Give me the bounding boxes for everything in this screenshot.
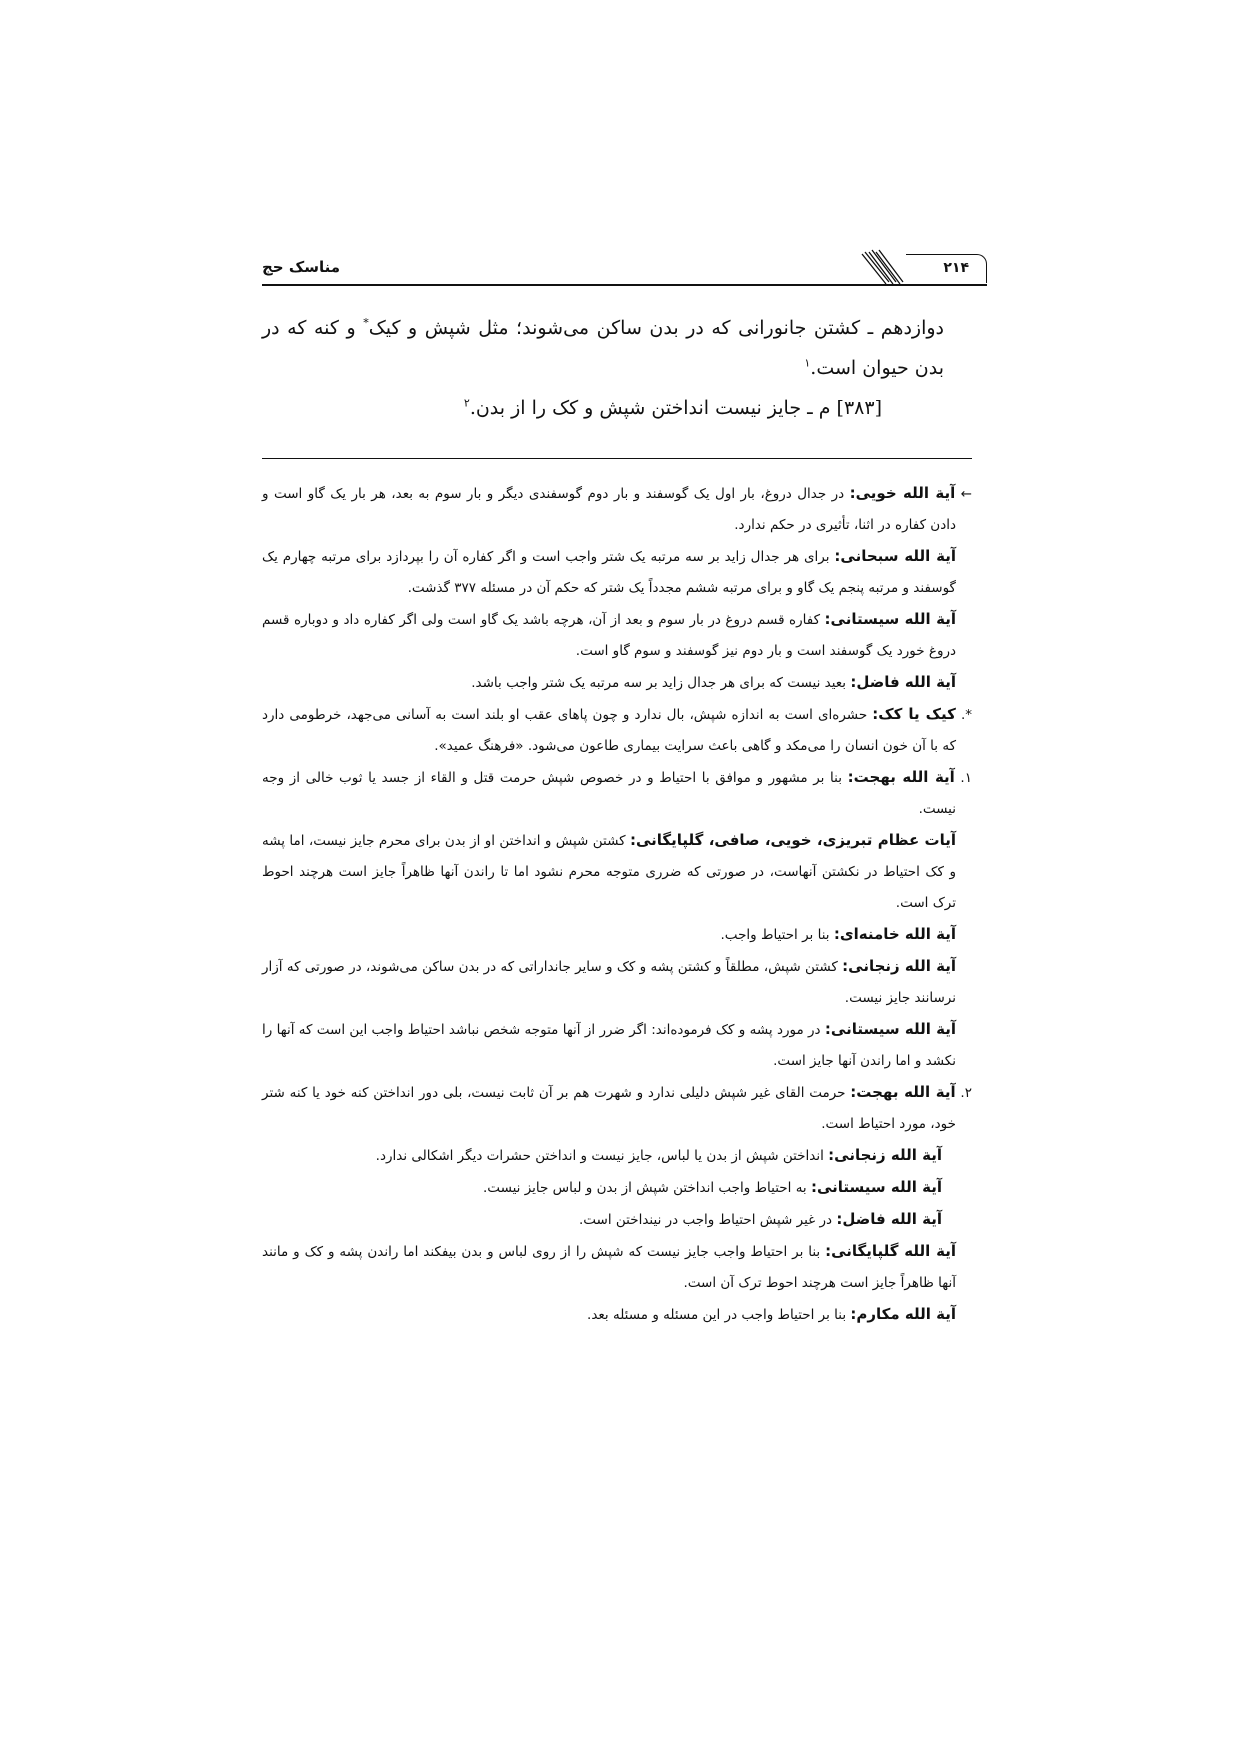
rule-twelve-paragraph	[262, 308, 972, 388]
footnote-item	[262, 1172, 972, 1204]
main-text	[262, 308, 972, 428]
footnote-text: انداختن شپش از بدن یا لباس، جایز نیست و انداختن حشرات دیگر اشکالی ندارد.	[375, 1148, 829, 1164]
header-rule	[262, 284, 987, 286]
footnote-marker[interactable]: ۲	[463, 396, 470, 410]
authority-label: آیة الله فاضل:	[836, 1210, 942, 1228]
footnote-item	[262, 699, 972, 762]
footnote-item	[262, 541, 972, 604]
authority-label: آیة الله گلپایگانی:	[825, 1242, 956, 1260]
footnote-item	[262, 667, 972, 699]
footnote-text: در مورد پشه و کک فرموده‌اند: اگر ضرر از آنها متوجه شخص نباشد احتیاط واجب این است که آنها را نکشد و اما راندن آنها جایز است.	[262, 1022, 956, 1069]
authority-label: آیة الله سیستانی:	[824, 610, 956, 628]
footnote-item	[262, 762, 972, 825]
page-header	[262, 248, 987, 288]
footnote-item	[262, 1140, 972, 1172]
footnote-item	[262, 1299, 972, 1331]
authority-label: آیة الله زنجانی:	[842, 957, 957, 975]
paragraph-text: و کنه که در بدن حیوان است.	[262, 317, 944, 379]
authority-label: آیة الله خامنه‌ای:	[833, 925, 956, 943]
footnote-text: کفاره قسم دروغ در بار سوم و بعد از آن، هرچه باشد یک گاو است ولی اگر کفاره داد و دوباره قسم دروغ خورد یک گوسفند است و بار دوم نیز گوسفند و سوم گاو است.	[262, 612, 956, 659]
paragraph-text: دوازدهم ـ کشتن جانورانی که در بدن ساکن می‌شوند؛ مثل شپش و کیک	[368, 317, 944, 339]
footnote-number: *.	[955, 707, 972, 723]
footnote-marker[interactable]: *	[363, 316, 369, 330]
footnote-text: حشره‌ای است به اندازه شپش، بال ندارد و چون پاهای عقب او بلند است به آسانی می‌جهد، خرطومی دارد که با آن خون انسان را می‌مکد و گاهی باعث سرایت بیماری طاعون می‌شود. «فرهنگ عمید».	[262, 707, 956, 754]
paragraph-text: [۳۸۳] م ـ جایز نیست انداختن شپش و کک را از بدن.	[469, 397, 882, 419]
issue-383-paragraph	[262, 388, 972, 428]
footnote-text: به احتیاط واجب انداختن شپش از بدن و لباس جایز نیست.	[483, 1180, 811, 1196]
footnote-text: بنا بر احتیاط واجب جایز نیست که شپش را از روی لباس و بدن بیفکند اما راندن پشه و کک و مانند آنها ظاهراً جایز است هرچند احوط ترک آن است.	[262, 1244, 956, 1291]
footnote-number: ۱.	[954, 770, 972, 786]
footnote-item	[262, 1236, 972, 1299]
footnote-text: در غیر شپش احتیاط واجب در نینداختن است.	[579, 1212, 837, 1228]
footnote-marker[interactable]: ۱	[804, 356, 811, 370]
footnote-item	[262, 1204, 972, 1236]
authority-label: آیة الله خویی:	[849, 484, 956, 502]
footnote-item	[262, 604, 972, 667]
decorative-stripes-icon	[859, 248, 909, 286]
footnote-number: ←	[955, 486, 972, 502]
footnote-text: حرمت القای غیر شپش دلیلی ندارد و شهرت هم بر آن ثابت نیست، بلی دور انداختن کنه خود یا کنه شتر خود، مورد احتیاط است.	[262, 1085, 956, 1132]
footnote-item	[262, 1014, 972, 1077]
running-title: مناسک حج	[262, 258, 340, 276]
footnote-separator	[262, 458, 972, 459]
footnote-item	[262, 825, 972, 919]
footnotes	[262, 478, 972, 1331]
footnote-item	[262, 478, 972, 541]
authority-label: آیة الله بهجت:	[850, 1083, 956, 1101]
footnote-text: کشتن شپش، مطلقاً و کشتن پشه و کک و سایر جانداراتی که در بدن ساکن می‌شوند، در صورتی که آزار نرسانند جایز نیست.	[262, 959, 956, 1006]
footnote-text: کشتن شپش و انداختن او از بدن برای محرم جایز نیست، اما پشه و کک احتیاط در نکشتن آنهاست، در صورتی که ضرری متوجه محرم نشود اما تا راندن آنها ظاهراً جایز است هرچند احوط ترک است.	[262, 833, 956, 911]
footnote-text: بنا بر احتیاط واجب در این مسئله و مسئله بعد.	[587, 1307, 851, 1323]
footnote-number: ۲.	[955, 1085, 972, 1101]
authority-label: آیة الله مکارم:	[850, 1305, 956, 1323]
authority-label: آیة الله فاضل:	[850, 673, 956, 691]
page-number: ۲۱۴	[943, 260, 969, 276]
footnote-text: بنا بر احتیاط واجب.	[720, 927, 834, 943]
authority-label: کیک یا کک:	[872, 705, 956, 723]
authority-label: آیة الله سبحانی:	[834, 547, 957, 565]
footnote-item	[262, 1077, 972, 1140]
authority-label: آیة الله بهجت:	[847, 768, 955, 786]
footnote-text: در جدال دروغ، بار اول یک گوسفند و بار دوم گوسفندی دیگر و بار سوم به بعد، هر بار یک گاو است و دادن کفاره در اثنا، تأثیری در حکم ندارد.	[262, 486, 956, 533]
footnote-item	[262, 919, 972, 951]
authority-label: آیة الله سیستانی:	[824, 1020, 957, 1038]
authority-label: آیة الله زنجانی:	[828, 1146, 942, 1164]
authority-label: آیات عظام تبریزی، خویی، صافی، گلپایگانی:	[629, 831, 956, 849]
footnote-text: بعید نیست که برای هر جدال زاید بر سه مرتبه یک شتر واجب باشد.	[471, 675, 851, 691]
footnote-item	[262, 951, 972, 1014]
footnote-text: بنا بر مشهور و موافق با احتیاط و در خصوص شپش حرمت قتل و القاء از جسد یا ثوب خالی از وجه نیست.	[262, 770, 956, 817]
authority-label: آیة الله سیستانی:	[810, 1178, 942, 1196]
footnote-text: برای هر جدال زاید بر سه مرتبه یک شتر واجب است و اگر کفاره آن را بپردازد برای مرتبه چهارم یک گوسفند و مرتبه پنجم یک گاو و برای مرتبه ششم مجدداً یک شتر که حکم آن در مسئله ۳۷۷ گذشت.	[262, 549, 956, 596]
